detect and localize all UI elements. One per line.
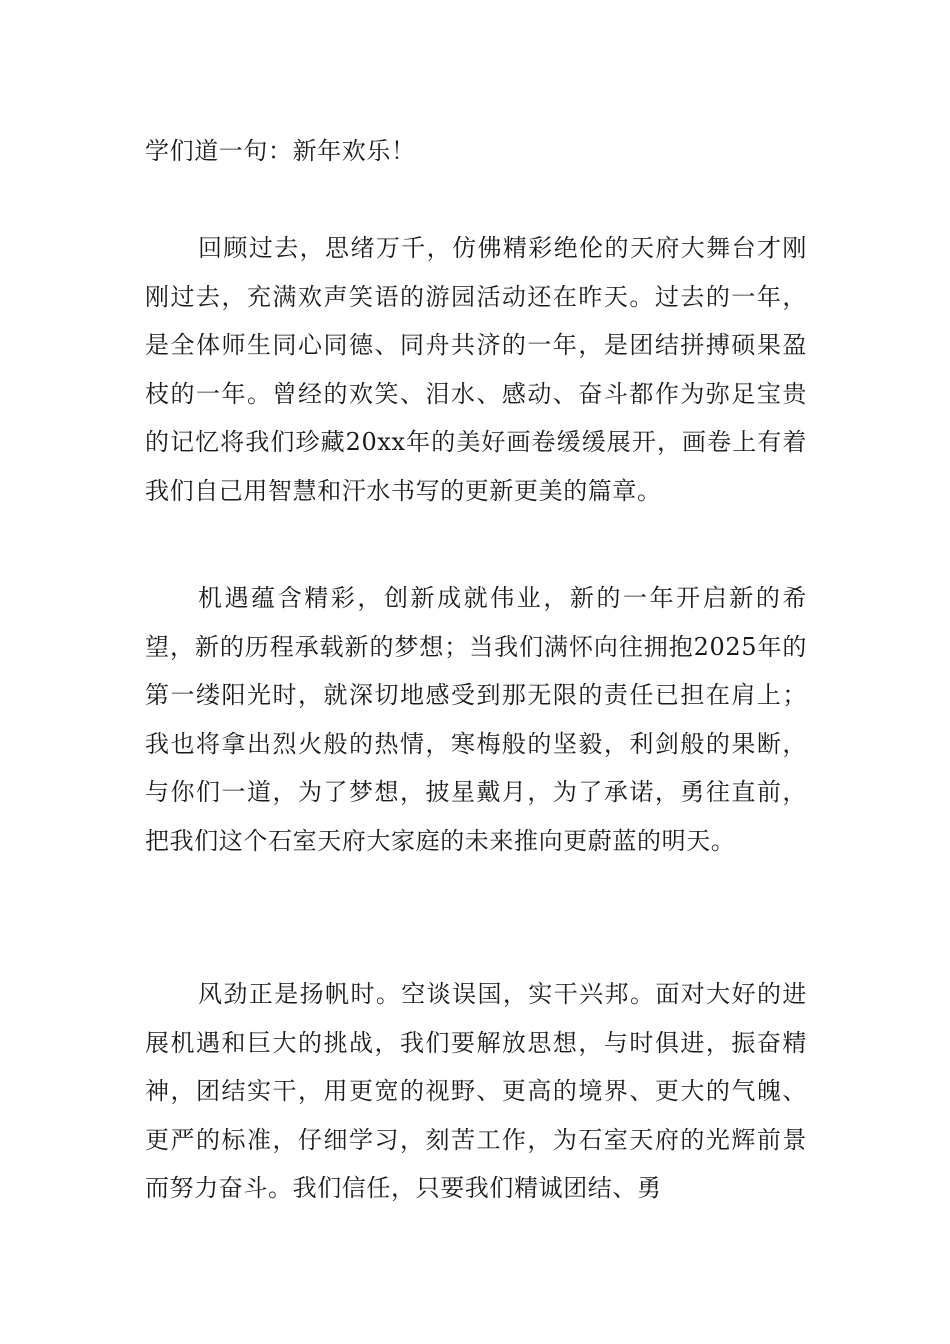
paragraph-review: 回顾过去，思绪万千，仿佛精彩绝伦的天府大舞台才刚刚过去，充满欢声笑语的游园活动还在昨天。过去的一年，是全体师生同心同德、同舟共济的一年，是团结拼搏硕果盈枝的一年。曾经的欢笑、泪水、感动、奋斗都作为弥足宝贵的记忆将我们珍藏20xx年的美好画卷缓缓展开，画卷上有着我们自己用智慧和汗水书写的更新更美的篇章。	[145, 234, 807, 505]
paragraph-wind: 风劲正是扬帆时。空谈误国，实干兴邦。面对大好的进展机遇和巨大的挑战，我们要解放思想，与时俱进，振奋精神，团结实干，用更宽的视野、更高的境界、更大的气魄、更严的标准，仔细学习，刻苦工作，为石室天府的光辉前景而努力奋斗。我们信任，只要我们精诚团结、勇	[145, 980, 807, 1202]
paragraph-opportunity: 机遇蕴含精彩，创新成就伟业，新的一年开启新的希望，新的历程承载新的梦想；当我们满怀向往拥抱2025年的第一缕阳光时，就深切地感受到那无限的责任已担在肩上；我也将拿出烈火般的热情，寒梅般的坚毅，利剑般的果断，与你们一道，为了梦想，披星戴月，为了承诺，勇往直前，把我们这个石室天府大家庭的未来推向更蔚蓝的明天。	[145, 584, 807, 855]
continuation-line: 学们道一句：新年欢乐！	[145, 137, 416, 165]
